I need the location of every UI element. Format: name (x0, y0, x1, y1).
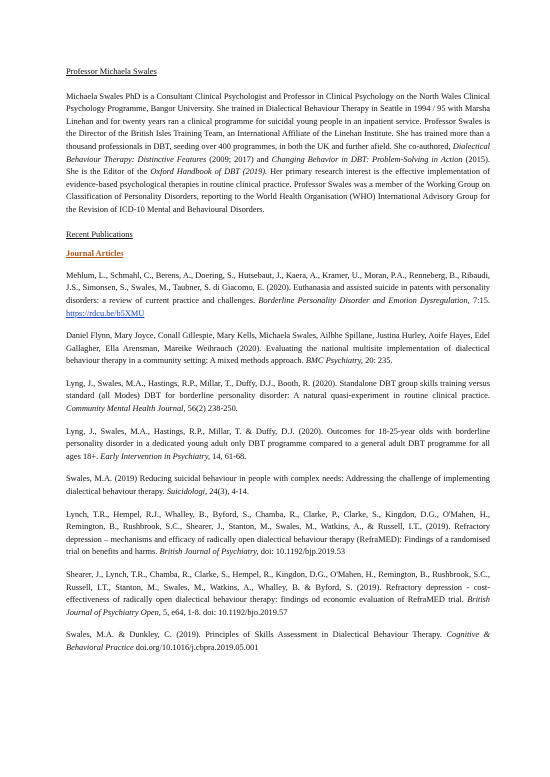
reference-item (66, 569, 490, 619)
reference-link[interactable]: https://rdcu.be/b5XMU (66, 308, 145, 318)
text-run: (2015). She is the Editor of the (66, 154, 490, 177)
text-run: Lyng, J., Swales, M.A., Hastings, R.P., Millar, T., Duffy, D.J., Booth, R. (2020). Standalone DBT group skills training versus standard (all Modes) DBT for borderline personality disorder: A natural quasi-experiment in routine clinical practice. (66, 378, 490, 401)
reference-item (66, 473, 490, 498)
reference-item (66, 270, 490, 320)
text-run: Michaela Swales PhD is a Consultant Clinical Psychologist and Professor in Clinical Psychology on the North Wales Clinical Psychology Programme, Bangor University. She trained in Dialectical Behaviour Therapy in Seattle in 1994 / 95 with Marsha Linehan and for twenty years ran a clinical programme for suicidal young people in an inpatient service. Professor Swales is the Director of the British Isles Training Team, an International Affiliate of the Linehan Institute. She has trained more than a thousand professionals in DBT, seeding over 400 programmes, in both the UK and further afield. She co-authored, (66, 91, 490, 151)
author-heading: Professor Michaela Swales (66, 67, 157, 76)
reference-item (66, 426, 490, 464)
reference-item (66, 509, 490, 559)
reference-item (66, 629, 490, 654)
text-run: 5, e64, 1-8. doi: 10.1192/bjo.2019.57 (160, 607, 288, 617)
text-run: Mehlum, L., Schmahl, C., Berens, A., Doering, S., Hutsebaut, J., Kaera, A., Kramer, U., Moran, P.A., Renneberg, B., Ribaudi, J.S., Simonsen, S., Swales, M., Taubner, S. di Giacomo, E. (2020). Euthanasia and assisted suicide in patents with personality disorders: a review of current practice and challenges. (66, 270, 490, 305)
text-run: Lynch, T.R., Hempel, R.J., Whalley, B., Byford, S., Chamba, R., Clarke, P., Clarke, S., Kingdon, D.G., O'Mahen, H., Remington, B., Rushbrook, S.C., Shearer, J., Stanton, M., Swales, M., Watkins, A., & Russell, I.T., (2019). Refractory depression – mechanisms and efficacy of radically open dialectical behaviour therapy (RefraMED): Findings of a randomised trial on benefits and harms. (66, 509, 490, 557)
reference-item (66, 378, 490, 416)
text-run: 7:15. (469, 295, 491, 305)
journal-articles-heading: Journal Articles (66, 249, 124, 259)
italic-text: Early Intervention in Psychiatry, (100, 451, 211, 461)
text-run: Lyng, J., Swales, M.A., Hastings, R.P., Millar, T. & Duffy, D.J. (2020). Outcomes for 18-25-year olds with borderline personality disorder in a dedicated young adult only DBT programme compared to a general adult DBT programme for all ages 18+. (66, 426, 490, 461)
text-run: (2009; 2017) and (206, 154, 272, 164)
italic-text: British Journal of Psychiatry Open, (66, 595, 490, 617)
text-run: 56(2) 238-250. (185, 404, 238, 414)
reference-item (66, 330, 490, 368)
text-run: doi.org/10.1016/j.cbpra.2019.05.001 (133, 642, 259, 652)
text-run: 20: 235. (363, 356, 393, 366)
text-run: Shearer, J., Lynch, T.R., Chamba, R., Clarke, S., Hempel, R., Kingdon, D.G., O'Mahen, H., Remington, B., Rushbrook, S.C., Russell, I.T., Stanton, M., Swales, M., Watkins, A., Whalley, B. & Byford, S. (2019). Refractory depression - cost-effectiveness of radically open dialectical behaviour therapy: findings od economic evaluation of RefraMED trial. (66, 570, 490, 605)
italic-text: Borderline Personality Disorder and Emotion Dysregulation, (258, 295, 470, 305)
italic-text: Community Mental Health Journal, (66, 404, 186, 414)
document-page (66, 66, 490, 665)
text-run: doi: 10.1192/bjp.2019.53 (258, 547, 346, 557)
text-run: Her primary research interest is the effective implementation of evidence-based psychological therapies in routine clinical practice. Professor Swales was a member of the Working Group on Classification of Personality Disorders, reporting to the World Health Organisation (WHO) International Advisory Group for the Revision of ICD-10 Mental and Behavioural Disorders. (66, 167, 490, 214)
recent-publications-heading: Recent Publications (66, 229, 133, 239)
text-run: Daniel Flynn, Mary Joyce, Conall Gillespie, Mary Kells, Michaela Swales, Ailbhe Spillane, Justina Hurley, Aoife Hayes, Edel Gallagher, Ella Arensman, Mareike Weihrauch (2020). Evaluating the national multisite implementation of dialectical behaviour therapy in a community setting: A mixed methods approach. (66, 331, 490, 366)
italic-text: British Journal of Psychiatry, (159, 547, 259, 557)
reference-list (66, 270, 490, 655)
text-run: Swales, M.A. & Dunkley, C. (2019). Principles of Skills Assessment in Dialectical Behaviour Therapy. (66, 630, 447, 640)
text-run: 24(3), 4-14. (207, 487, 249, 497)
italic-text: BMC Psychiatry, (305, 356, 364, 366)
italic-text: Cognitive & Behavioral Practice (66, 630, 490, 652)
text-run: 14, 61-68. (210, 451, 247, 461)
italic-text: Oxford Handbook of DBT (2019). (150, 167, 268, 177)
biography-paragraph (66, 91, 490, 217)
italic-text: Changing Behavior in DBT: Problem-Solving in Action (271, 154, 463, 164)
italic-text: Suicidologi, (166, 487, 208, 497)
text-run: Swales, M.A. (2019) Reducing suicidal behaviour in people with complex needs: Addressing the challenge of implementing dialectical behaviour therapy. (66, 474, 490, 497)
italic-text: Dialectical Behaviour Therapy: Distinctive Features (66, 141, 490, 164)
